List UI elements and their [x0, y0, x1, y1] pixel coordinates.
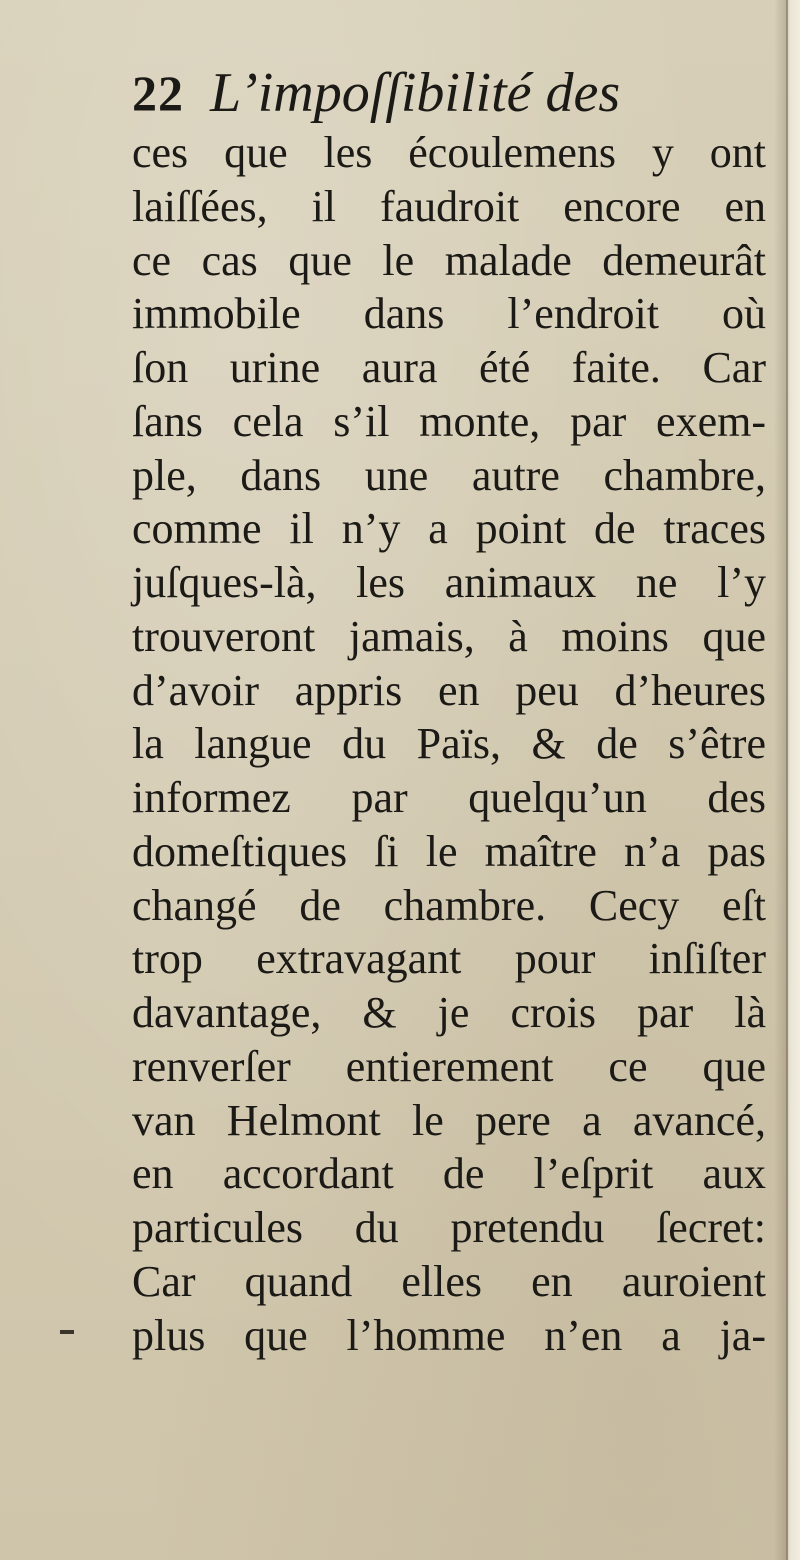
text-line: la langue du Païs, & de s’être: [132, 719, 766, 769]
text-line: ple, dans une autre chambre,: [132, 450, 766, 500]
text-line: domeſtiques ſi le maître n’a pas: [132, 826, 766, 876]
text-line: en accordant de l’eſprit aux: [132, 1149, 766, 1199]
text-line: particules du pretendu ſecret:: [132, 1203, 766, 1252]
text-line: trouveront jamais, à moins que: [132, 611, 766, 661]
text-line: ſans cela s’il monte, par exem-: [132, 396, 766, 446]
text-line: van Helmont le pere a avancé,: [132, 1095, 766, 1145]
page-header: [132, 58, 732, 128]
text-line: changé de chambre. Cecy eſt: [132, 880, 766, 930]
text-line: davantage, & je crois par là: [132, 988, 766, 1037]
text-line: comme il n’y a point de traces: [132, 504, 766, 554]
text-line: ce cas que le malade demeurât: [132, 235, 766, 285]
running-title: L’impoſſibilité des: [210, 62, 621, 124]
text-line: ſon urine aura été faite. Car: [132, 343, 766, 392]
text-line: renverſer entierement ce que: [132, 1041, 766, 1091]
text-line: ces que les écoulemens y ont: [132, 128, 766, 177]
text-line: informez par quelqu’un des: [132, 773, 766, 822]
page-number: 22: [132, 65, 184, 121]
text-line: trop extravagant pour inſiſter: [132, 934, 766, 984]
text-line: juſques-là, les animaux ne l’y: [132, 558, 766, 607]
text-line: immobile dans l’endroit où: [132, 289, 766, 339]
body-text: [132, 126, 766, 1362]
margin-mark: [60, 1330, 74, 1334]
text-line: Car quand elles en auroient: [132, 1256, 766, 1306]
text-line: d’avoir appris en peu d’heures: [132, 665, 766, 715]
text-line: laiſſées, il faudroit encore en: [132, 181, 766, 231]
page-edge-line: [786, 0, 788, 1560]
text-line: plus que l’homme n’en a ja-: [132, 1310, 766, 1360]
